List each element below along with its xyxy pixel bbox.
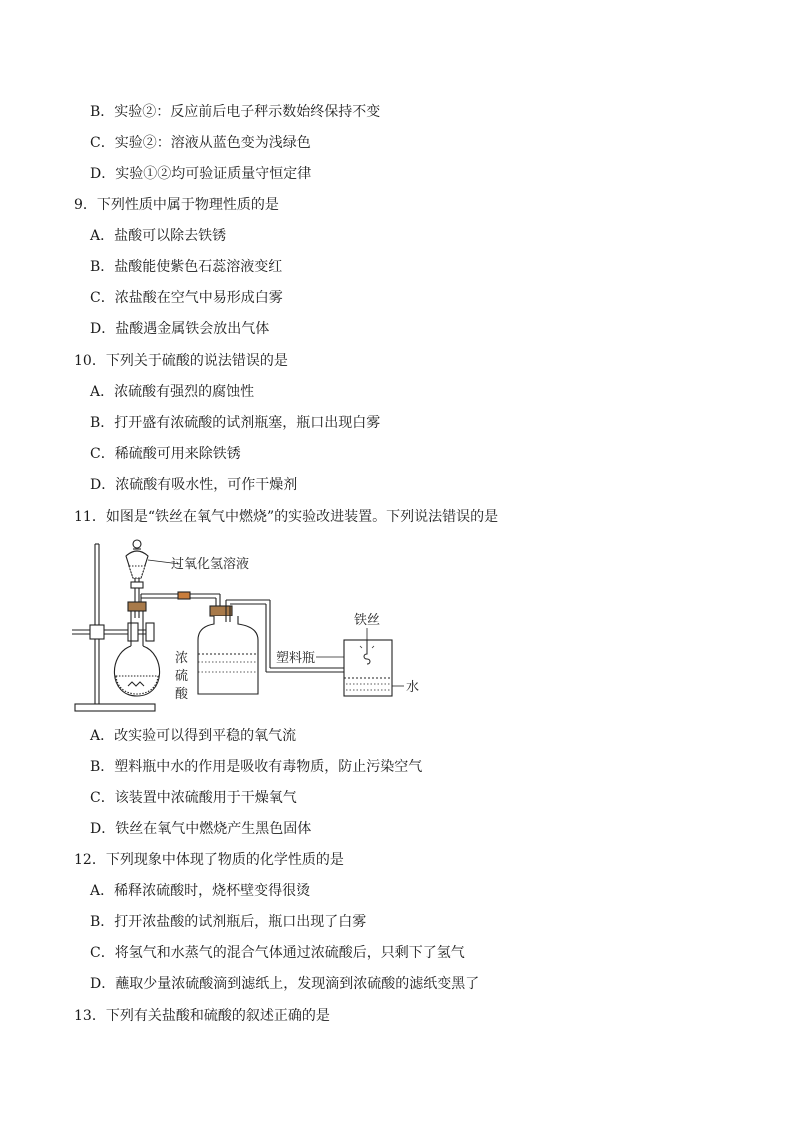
apparatus-diagram	[70, 536, 430, 716]
q9-option-b: B．盐酸能使紫色石蕊溶液变红	[90, 259, 283, 275]
plastic-bottle	[316, 628, 404, 696]
q10-stem: 10．下列关于硫酸的说法错误的是	[74, 353, 288, 369]
label-acid-1: 浓	[175, 651, 189, 666]
q9-option-a: A．盐酸可以除去铁锈	[90, 228, 227, 244]
q12-option-a: A．稀释浓硫酸时，烧杯壁变得很烫	[90, 883, 311, 899]
q12-stem: 12．下列现象中体现了物质的化学性质的是	[74, 852, 344, 868]
label-acid-2: 硫	[175, 669, 189, 684]
label-hydrogen-peroxide: 过氧化氢溶液	[171, 557, 250, 572]
q8-option-b: B．实验②：反应前后电子秤示数始终保持不变	[90, 104, 381, 120]
round-bottom-flask	[114, 602, 159, 696]
q10-option-b: B．打开盛有浓硫酸的试剂瓶塞，瓶口出现白雾	[90, 415, 381, 431]
q11-option-d: D．铁丝在氧气中燃烧产生黑色固体	[90, 821, 312, 837]
q12-option-d: D．蘸取少量浓硫酸滴到滤纸上，发现滴到浓硫酸的滤纸变黑了	[90, 976, 480, 992]
q8-option-d: D．实验①②均可验证质量守恒定律	[90, 166, 312, 182]
q10-option-d: D．浓硫酸有吸水性，可作干燥剂	[90, 477, 298, 493]
label-water: 水	[406, 680, 420, 695]
q9-option-d: D．盐酸遇金属铁会放出气体	[90, 321, 270, 337]
q11-stem: 11．如图是“铁丝在氧气中燃烧”的实验改进装置。下列说法错误的是	[74, 509, 499, 525]
q8-option-c: C．实验②：溶液从蓝色变为浅绿色	[90, 135, 311, 151]
q13-stem: 13．下列有关盐酸和硫酸的叙述正确的是	[74, 1008, 330, 1024]
q11-option-a: A．改实验可以得到平稳的氧气流	[90, 728, 297, 744]
q11-option-b: B．塑料瓶中水的作用是吸收有毒物质，防止污染空气	[90, 759, 423, 775]
label-iron-wire: 铁丝	[354, 613, 381, 628]
q11-option-c: C．该装置中浓硫酸用于干燥氧气	[90, 790, 297, 806]
q12-option-c: C．将氢气和水蒸气的混合气体通过浓硫酸后，只剩下了氢气	[90, 945, 465, 961]
q12-option-b: B．打开浓盐酸的试剂瓶后，瓶口出现了白雾	[90, 914, 367, 930]
q10-option-c: C．稀硫酸可用来除铁锈	[90, 446, 241, 462]
q9-option-c: C．浓盐酸在空气中易形成白雾	[90, 290, 283, 306]
q9-stem: 9．下列性质中属于物理性质的是	[74, 197, 279, 213]
gas-washing-bottle	[198, 606, 258, 694]
label-plastic-bottle: 塑料瓶	[276, 651, 316, 666]
q10-option-a: A．浓硫酸有强烈的腐蚀性	[90, 384, 255, 400]
label-acid-3: 酸	[175, 687, 189, 702]
